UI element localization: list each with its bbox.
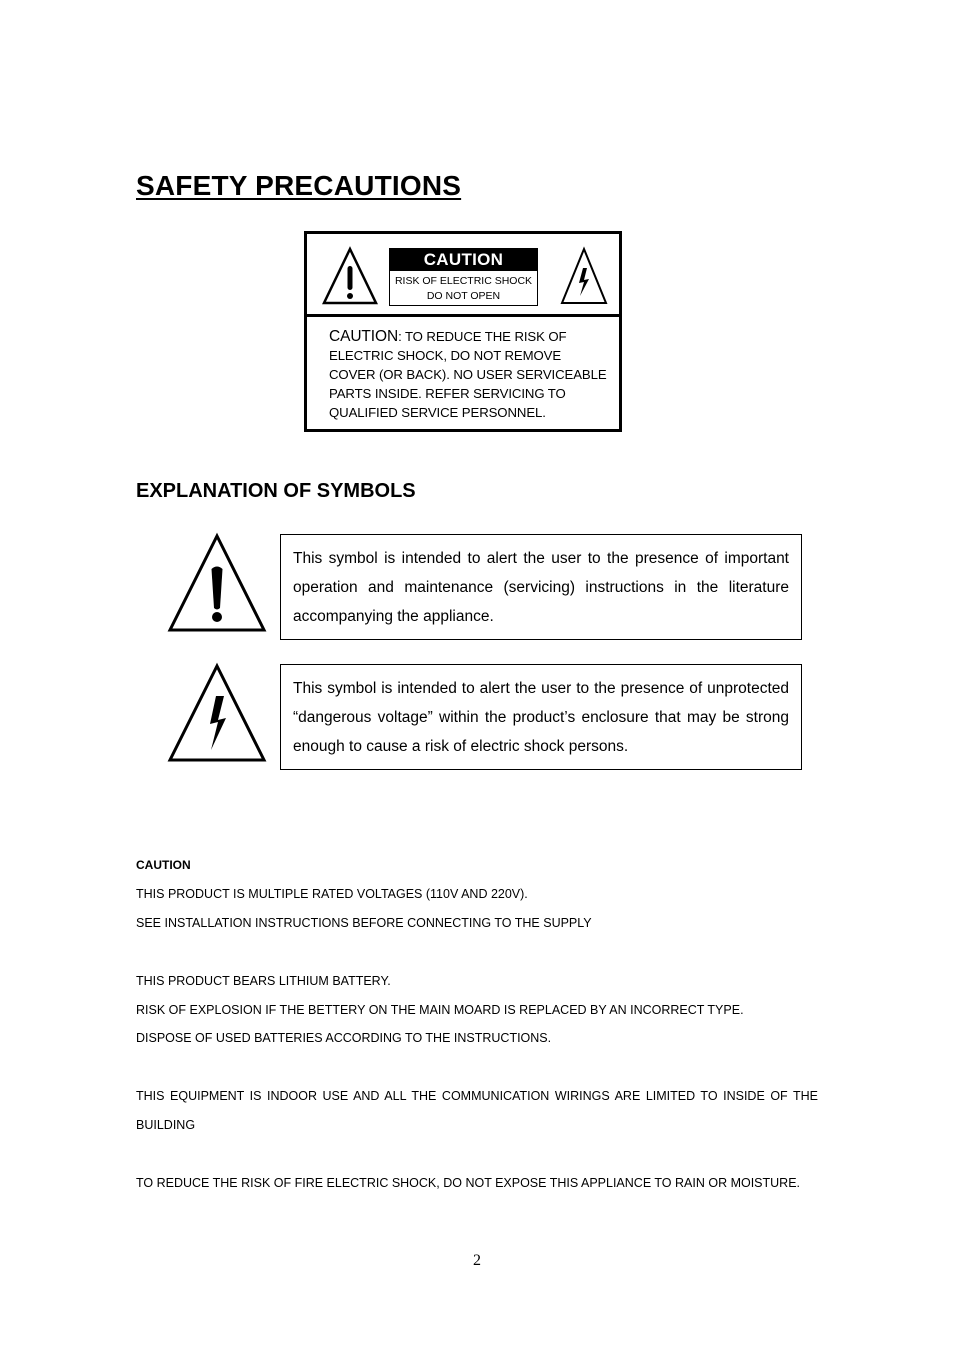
caution-label-body-line1: : TO REDUCE THE RISK OF xyxy=(398,329,567,344)
note-line: RISK OF EXPLOSION IF THE BETTERY ON THE MAIN MOARD IS REPLACED BY AN INCORRECT TYPE. xyxy=(136,1003,744,1017)
caution-label-body-line2: ELECTRIC SHOCK, DO NOT REMOVE xyxy=(329,348,562,363)
caution-label-body xyxy=(329,327,609,422)
exclamation-triangle-icon xyxy=(321,246,379,306)
notes-heading: CAUTION xyxy=(136,858,191,872)
caution-label-sub2: DO NOT OPEN xyxy=(426,290,501,302)
note-line: SEE INSTALLATION INSTRUCTIONS BEFORE CONNECTING TO THE SUPPLY xyxy=(136,916,592,930)
page-title: SAFETY PRECAUTIONS xyxy=(136,170,462,201)
caution-label xyxy=(304,231,622,432)
section-title: EXPLANATION OF SYMBOLS xyxy=(136,480,416,502)
page-number: 2 xyxy=(473,1252,481,1269)
caution-label-body-line4: PARTS INSIDE. REFER SERVICING TO xyxy=(329,386,566,401)
note-line: BUILDING xyxy=(136,1118,196,1132)
lightning-triangle-icon xyxy=(559,246,609,306)
caution-label-center xyxy=(389,248,538,306)
symbol-description: This symbol is intended to alert the user to the presence of unprotected “dangerous voltage” within the product’s enclosure that may be strong enough to cause a risk of electric shock persons. xyxy=(280,664,802,770)
note-line: THIS PRODUCT IS MULTIPLE RATED VOLTAGES (110V AND 220V). xyxy=(136,887,528,901)
caution-label-sub1: RISK OF ELECTRIC SHOCK xyxy=(394,275,533,287)
caution-label-header xyxy=(307,234,619,317)
caution-label-body-prefix: CAUTION xyxy=(329,328,399,345)
lightning-triangle-icon xyxy=(166,662,268,762)
note-line: THIS PRODUCT BEARS LITHIUM BATTERY. xyxy=(136,974,391,988)
note-line: THIS EQUIPMENT IS INDOOR USE AND ALL THE COMMUNICATION WIRINGS ARE LIMITED TO INSIDE OF THE xyxy=(136,1089,818,1103)
caution-label-body-line3: COVER (OR BACK). NO USER SERVICEABLE xyxy=(329,367,607,382)
exclamation-triangle-icon xyxy=(166,532,268,632)
note-line: DISPOSE OF USED BATTERIES ACCORDING TO THE INSTRUCTIONS. xyxy=(136,1031,552,1045)
caution-label-body-line5: QUALIFIED SERVICE PERSONNEL. xyxy=(329,405,546,420)
note-line: TO REDUCE THE RISK OF FIRE ELECTRIC SHOCK, DO NOT EXPOSE THIS APPLIANCE TO RAIN OR MOISTURE. xyxy=(136,1176,801,1190)
caution-label-heading: CAUTION xyxy=(390,249,537,271)
symbol-description: This symbol is intended to alert the user to the presence of important operation and maintenance (servicing) instructions in the literature accompanying the appliance. xyxy=(280,534,802,640)
